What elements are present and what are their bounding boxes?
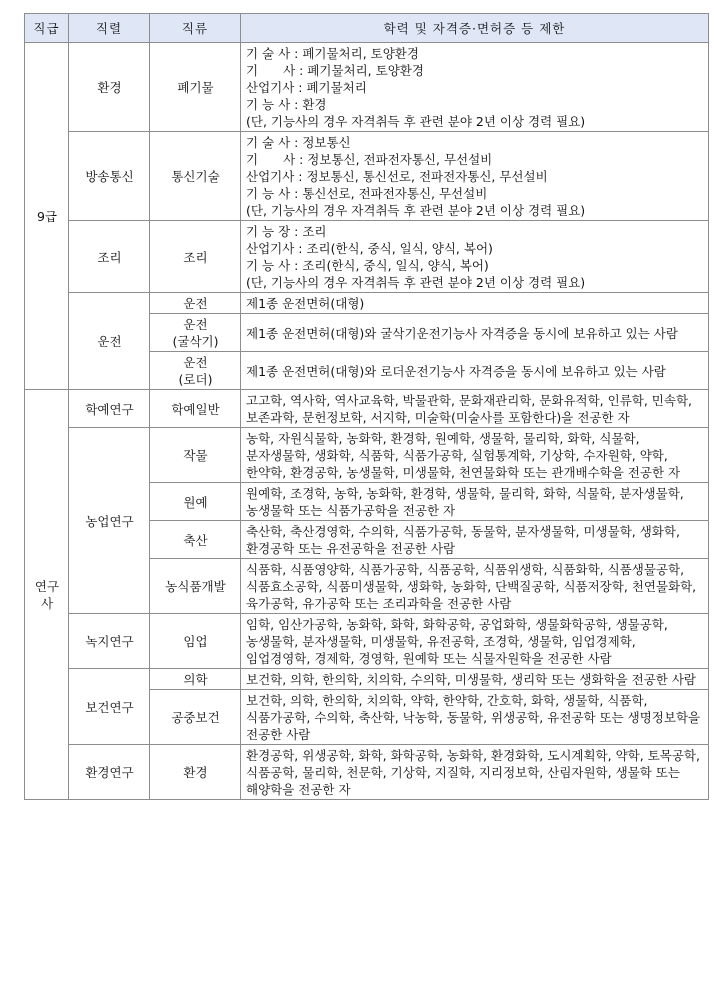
class-label: 운전 (183, 355, 208, 370)
requirement-cell: 제1종 운전면허(대형)와 굴삭기운전기능사 자격증을 동시에 보유하고 있는 사람 (241, 314, 709, 352)
requirement-line: 기 사 : 폐기물처리, 토양환경 (246, 63, 424, 78)
table-row (25, 669, 709, 690)
series-cell: 농업연구 (69, 428, 150, 614)
requirement-cell: 축산학, 축산경영학, 수의학, 식품가공학, 동물학, 분자생물학, 미생물학, 생화학, 환경공학 또는 유전공학을 전공한 사람 (241, 521, 709, 559)
table-row (25, 428, 709, 483)
requirement-line: 기 능 사 : 통신선로, 전파전자통신, 무선설비 (246, 186, 488, 201)
requirement-line: 기 사 : 정보통신, 전파전자통신, 무선설비 (246, 152, 493, 167)
class-cell: 폐기물 (150, 43, 241, 132)
class-label: 운전 (183, 296, 208, 311)
requirement-line: 기 능 사 : 조리(한식, 중식, 일식, 양식, 복어) (246, 258, 489, 273)
requirement-line: 기 능 사 : 환경 (246, 97, 327, 112)
series-cell: 학예연구 (69, 390, 150, 428)
requirement-cell: 제1종 운전면허(대형)와 로더운전기능사 자격증을 동시에 보유하고 있는 사람 (241, 352, 709, 390)
class-cell: 학예일반 (150, 390, 241, 428)
table-row (25, 43, 709, 132)
class-cell: 공중보건 (150, 690, 241, 745)
class-cell: 축산 (150, 521, 241, 559)
requirement-line: (단, 기능사의 경우 자격취득 후 관련 분야 2년 이상 경력 필요) (246, 203, 586, 218)
class-cell: 조리 (150, 221, 241, 293)
requirement-line: 산업기사 : 조리(한식, 중식, 일식, 양식, 복어) (246, 241, 493, 256)
requirement-cell: 고고학, 역사학, 역사교육학, 박물관학, 문화재관리학, 문화유적학, 인류학, 민속학, 보존과학, 문헌정보학, 서지학, 미술학(미술사를 포함한다)을 전공한 자 (241, 390, 709, 428)
requirement-cell (241, 221, 709, 293)
qualification-table (24, 13, 709, 800)
requirement-line: (단, 기능사의 경우 자격취득 후 관련 분야 2년 이상 경력 필요) (246, 114, 586, 129)
table-row (25, 614, 709, 669)
requirement-line: 기 술 사 : 폐기물처리, 토양환경 (246, 46, 419, 61)
series-cell: 환경 (69, 43, 150, 132)
class-cell: 통신기술 (150, 132, 241, 221)
requirement-cell: 농학, 자원식물학, 농화학, 환경학, 원예학, 생물학, 물리학, 화학, 식물학, 분자생물학, 생화학, 식품학, 식품가공학, 실험통계학, 기상학, 수자원학, 약학, 한약학, 환경공학, 농생물학, 미생물학, 천연물화학 또는 관개배수학을 전공한 자 (241, 428, 709, 483)
table-row (25, 132, 709, 221)
requirement-line: (단, 기능사의 경우 자격취득 후 관련 분야 2년 이상 경력 필요) (246, 275, 586, 290)
class-cell: 의학 (150, 669, 241, 690)
requirement-cell: 원예학, 조경학, 농학, 농화학, 환경학, 생물학, 물리학, 화학, 식물학, 분자생물학, 농생물학 또는 식품가공학을 전공한 자 (241, 483, 709, 521)
requirement-cell: 식품학, 식품영양학, 식품가공학, 식품공학, 식품위생학, 식품화학, 식품생물공학, 식품효소공학, 식품미생물학, 생화학, 농화학, 단백질공학, 식품저장학, 천연물화학, 육가공학, 유가공학 또는 조리과학을 전공한 사람 (241, 559, 709, 614)
series-cell: 운전 (69, 293, 150, 390)
header-requirement: 학력 및 자격증·면허증 등 제한 (241, 14, 709, 43)
class-label: 운전 (183, 317, 208, 332)
requirement-cell (241, 43, 709, 132)
class-sublabel: (굴삭기) (172, 334, 219, 349)
class-cell: 원예 (150, 483, 241, 521)
table-row (25, 293, 709, 314)
series-cell: 조리 (69, 221, 150, 293)
class-cell: 농식품개발 (150, 559, 241, 614)
header-class: 직류 (150, 14, 241, 43)
class-cell: 환경 (150, 745, 241, 800)
class-cell: 임업 (150, 614, 241, 669)
header-row (25, 14, 709, 43)
grade-cell: 9급 (25, 43, 69, 390)
requirement-cell: 환경공학, 위생공학, 화학, 화학공학, 농화학, 환경화학, 도시계획학, 약학, 토목공학, 식품공학, 물리학, 천문학, 기상학, 지질학, 지리정보학, 산림자원학, 생물학 또는 해양학을 전공한 자 (241, 745, 709, 800)
requirement-cell (241, 132, 709, 221)
requirement-cell: 보건학, 의학, 한의학, 치의학, 수의학, 미생물학, 생리학 또는 생화학을 전공한 사람 (241, 669, 709, 690)
class-cell (150, 293, 241, 314)
table-row (25, 221, 709, 293)
requirement-line: 기 능 장 : 조리 (246, 224, 327, 239)
header-series: 직렬 (69, 14, 150, 43)
class-cell (150, 352, 241, 390)
requirement-line: 산업기사 : 폐기물처리 (246, 80, 367, 95)
requirement-line: 산업기사 : 정보통신, 통신선로, 전파전자통신, 무선설비 (246, 169, 548, 184)
requirement-cell: 제1종 운전면허(대형) (241, 293, 709, 314)
series-cell: 보건연구 (69, 669, 150, 745)
series-cell: 방송통신 (69, 132, 150, 221)
requirement-cell: 보건학, 의학, 한의학, 치의학, 약학, 한약학, 간호학, 화학, 생물학, 식품학, 식품가공학, 수의학, 축산학, 낙농학, 동물학, 위생공학, 유전공학 또는 생명정보학을 전공한 사람 (241, 690, 709, 745)
table-row (25, 390, 709, 428)
requirement-cell: 임학, 임산가공학, 농화학, 화학, 화학공학, 공업화학, 생물화학공학, 생물공학, 농생물학, 분자생물학, 미생물학, 유전공학, 조경학, 생물학, 임업경제학, 임업경영학, 경제학, 경영학, 원예학 또는 식물자원학을 전공한 사람 (241, 614, 709, 669)
series-cell: 환경연구 (69, 745, 150, 800)
table-row (25, 745, 709, 800)
class-cell (150, 314, 241, 352)
header-grade: 직급 (25, 14, 69, 43)
series-cell: 녹지연구 (69, 614, 150, 669)
class-cell: 작물 (150, 428, 241, 483)
requirement-line: 기 술 사 : 정보통신 (246, 135, 351, 150)
class-sublabel: (로더) (178, 372, 213, 387)
grade-cell: 연구사 (25, 390, 69, 800)
